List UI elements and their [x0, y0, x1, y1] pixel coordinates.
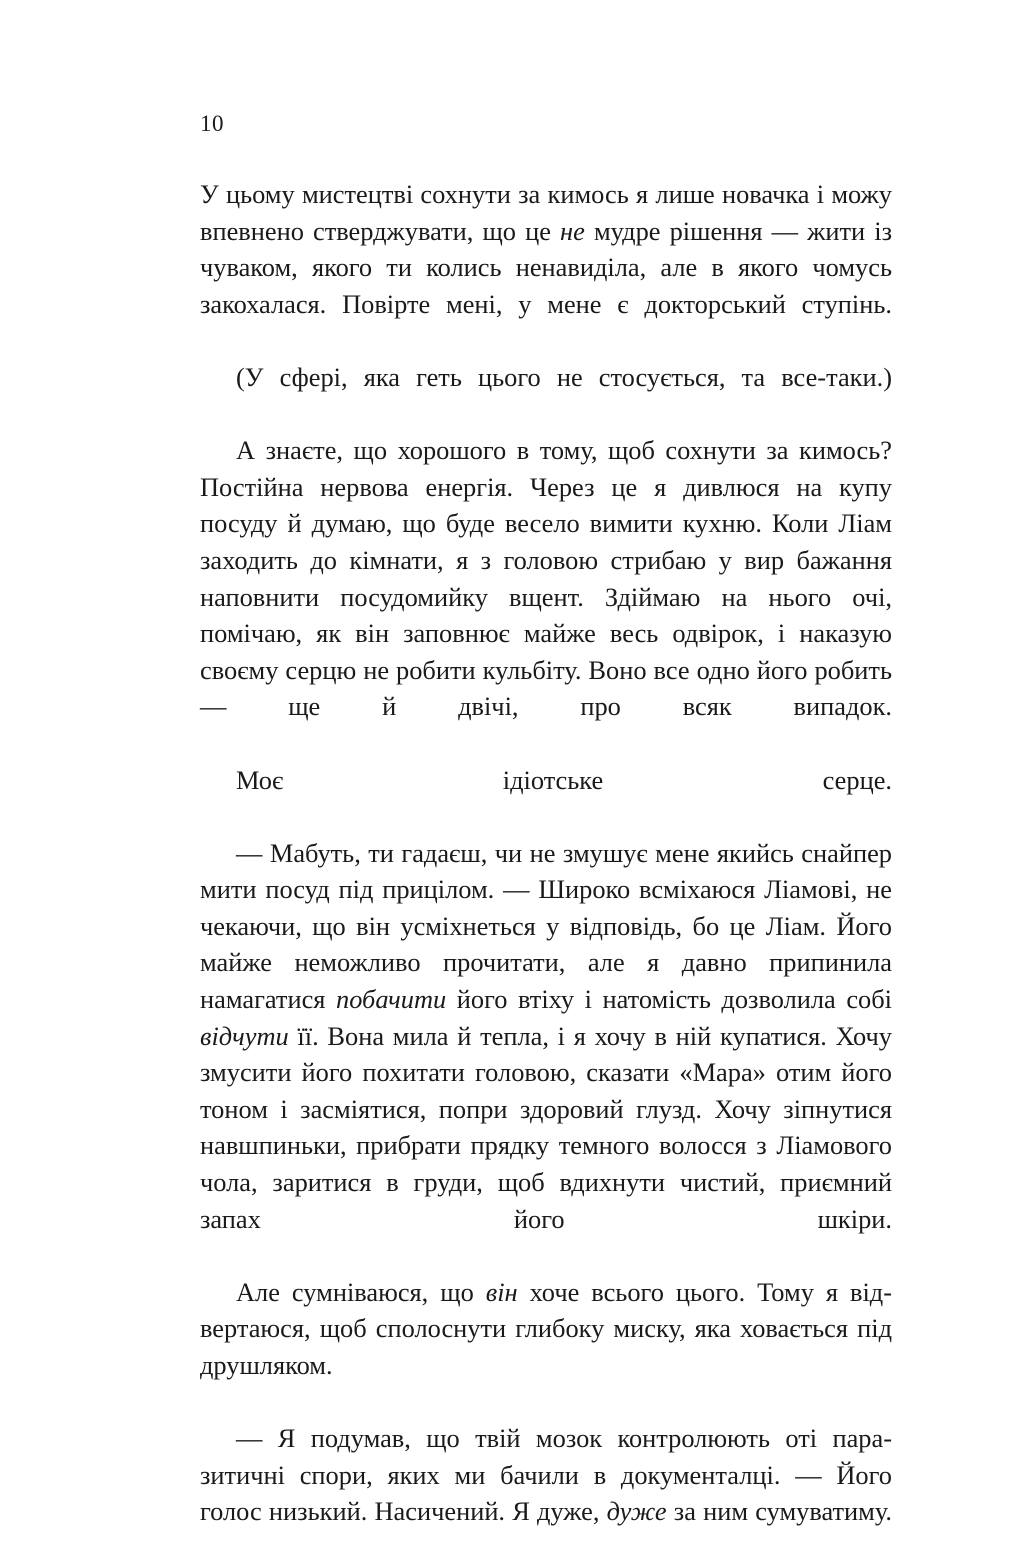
- emphasis-text: він: [485, 1276, 518, 1307]
- text-run: — Я подумав, що твій мозок контролюють оті паразитичні спори, яких ми бачили в документалці. — Його голос низький. Насичений. Я дуже,: [200, 1423, 892, 1527]
- text-run: У цьому мистецтві сохнути за кимось я лише новачка і можу впевнено стверджувати, що це: [200, 179, 892, 246]
- emphasis-text: не: [560, 215, 585, 246]
- text-run: А знаєте, що хорошого в тому, щоб сохнути за кимось? Постійна нервова енергія. Через це я дивлюся на купу посуду й думаю, що буде весело вимити кухню. Коли Ліам заходить до кімнати, я з головою стрибаю у вир бажання наповнити посудомийку вщент. Здіймаю на нього очі, помічаю, як він заповнює майже весь одвірок, і наказую своєму серцю не робити кульбіту. Воно все одно його робить — ще й двічі, про всяк випадок.: [200, 435, 892, 722]
- emphasis-text: відчути: [200, 1020, 289, 1051]
- emphasis-text: побачити: [336, 984, 447, 1015]
- text-run: Але сумніваюся, що: [236, 1276, 486, 1307]
- paragraph: [200, 1274, 892, 1420]
- page-number: 10: [200, 111, 224, 136]
- text-run: (У сфері, яка геть цього не стосується, та все-таки.): [236, 361, 892, 392]
- paragraph: [200, 1420, 892, 1566]
- body-text-block: [200, 176, 892, 1567]
- paragraph: [200, 835, 892, 1274]
- paragraph: [200, 176, 892, 359]
- paragraph: [200, 762, 892, 835]
- text-run: його втіху і натомість дозволила собі: [446, 984, 892, 1015]
- text-run: за ним сумуватиму.: [666, 1496, 892, 1527]
- text-run: Моє ідіотське серце.: [236, 764, 892, 795]
- emphasis-text: дуже: [606, 1496, 667, 1527]
- text-run: мудре рішення — жити із чуваком, якого ти колись ненавиділа, але в якого чомусь закохалася. Повірте мені, у мене є докторський ступінь.: [200, 215, 893, 319]
- text-run: — Мабуть, ти гадаєш, чи не змушує мене якийсь снайпер мити посуд під прицілом. — Широко всміхаюся Ліамові, не чекаючи, що він усміхнеться у відповідь, бо це Ліам. Його майже неможливо прочитати, але я давно припинила намагатися: [200, 837, 892, 1015]
- paragraph: [200, 359, 892, 432]
- text-run: хоче всього цього. Тому я відвертаюся, щоб сполоснути глибоку миску, яка ховається під друшляком.: [200, 1276, 892, 1380]
- text-run: її. Вона мила й тепла, і я хочу в ній купатися. Хочу змусити його похитати головою, сказати «Мара» отим його тоном і засміятися, попри здоровий глузд. Хочу зіпнутися навшпиньки, прибрати прядку темного волосся з Ліамового чола, заритися в груди, щоб вдихнути чистий, приємний запах його шкіри.: [200, 1020, 892, 1234]
- paragraph: [200, 432, 892, 761]
